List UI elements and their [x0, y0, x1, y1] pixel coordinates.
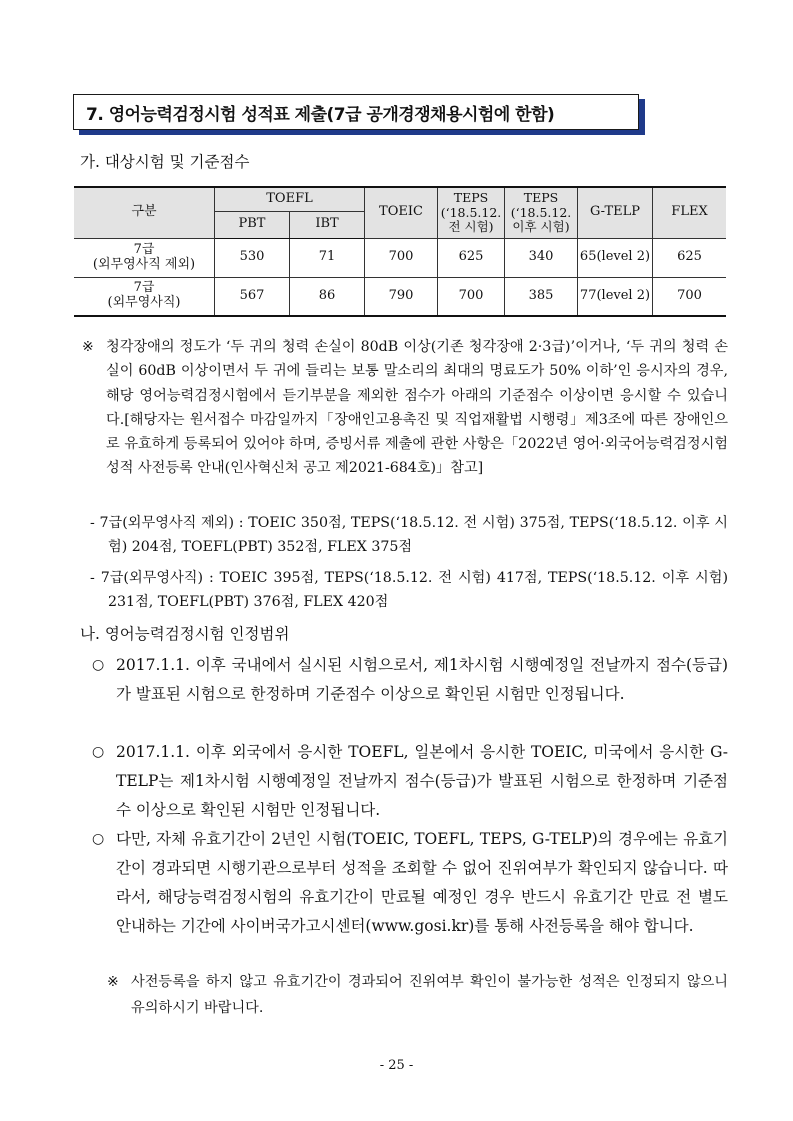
row-label [74, 277, 215, 316]
cell-toeic: 790 [365, 277, 438, 316]
table-row [74, 238, 726, 277]
header-flex: FLEX [653, 187, 727, 238]
table-row [74, 277, 726, 316]
row-label-line2: (외무영사직) [107, 295, 181, 311]
cell-pbt: 567 [215, 277, 290, 316]
header-teps-before-line1: TEPS [453, 190, 489, 206]
header-teps-before-line3: 전 시험) [448, 218, 494, 234]
cell-teps-after: 340 [505, 238, 578, 277]
header-teps-after-line3: 이후 시험) [512, 218, 570, 234]
bullet-circle: ○ [92, 744, 105, 760]
list-item [92, 738, 728, 825]
cell-teps-before: 625 [438, 238, 505, 277]
row-label-line1: 7급 [133, 241, 155, 257]
header-gubun: 구분 [74, 187, 215, 238]
note-body: 청각장애의 정도가 ‘두 귀의 청력 손실이 80dB 이상(기존 청각장애 2·3급)’이거나, ‘두 귀의 청력 손실이 60dB 이상이면서 두 귀에 들리는 보통 말소리의 최대의 명료도가 50% 이하’인 응시자의 경우, 해당 영어능력검정시험에서 듣기부분을 제외한 점수가 아래의 기준점수 이상이면 응시할 수 있습니다.[해당자는 원서접수 마감일까지「장애인고용촉진 및 직업재활법 시행령」제3조에 따른 장애인으로 유효하게 등록되어 있어야 하며, 증빙서류 제출에 관한 사항은「2022년 영어·외국어능력검정시험 성적 사전등록 안내(인사혁신처 공고 제2021-684호)」참고] [106, 339, 728, 477]
cell-ibt: 71 [290, 238, 365, 277]
header-teps-before [438, 187, 505, 238]
criteria-item-text: - 7급(외무영사직) : TOEIC 395점, TEPS(‘18.5.12. 전 시험) 417점, TEPS(‘18.5.12. 이후 시험) 231점, TOEFL(PBT) 376점, FLEX 420점 [90, 570, 728, 611]
criteria-item-text: - 7급(외무영사직 제외) : TOEIC 350점, TEPS(‘18.5.12. 전 시험) 375점, TEPS(‘18.5.12. 이후 시험) 204점, TOEFL(PBT) 352점, FLEX 375점 [90, 515, 728, 556]
cell-ibt: 86 [290, 277, 365, 316]
bullet-circle: ○ [92, 657, 105, 673]
header-teps-after-line1: TEPS [523, 190, 559, 206]
hearing-impairment-note [82, 335, 728, 481]
page-number: - 25 - [379, 1058, 414, 1073]
header-toeic: TOEIC [365, 187, 438, 238]
list-item-text: 2017.1.1. 이후 외국에서 응시한 TOEFL, 일본에서 응시한 TOEIC, 미국에서 응시한 G-TELP는 제1차시험 시행예정일 전날까지 점수(등급)가 발표된 시험으로 한정하며 기준점수 이상으로 확인된 시험만 인정됩니다. [116, 743, 728, 819]
criteria-item [90, 566, 728, 615]
cell-flex: 625 [653, 238, 727, 277]
note-mark: ※ [82, 339, 94, 355]
header-ibt: IBT [290, 211, 365, 238]
cell-gtelp: 77(level 2) [578, 277, 653, 316]
list-item-text: 다만, 자체 유효기간이 2년인 시험(TOEIC, TOEFL, TEPS, G-TELP)의 경우에는 유효기간이 경과되면 시행기관으로부터 성적을 조회할 수 없어 진위여부가 확인되지 않습니다. 따라서, 해당능력검정시험의 유효기간이 만료될 예정인 경우 반드시 유효기간 만료 전 별도 안내하는 기간에 사이버국가고시센터(www.gosi.kr)를 통해 사전등록을 해야 합니다. [116, 830, 728, 935]
cell-teps-before: 700 [438, 277, 505, 316]
score-table [74, 186, 726, 317]
row-label [74, 238, 215, 277]
cell-flex: 700 [653, 277, 727, 316]
header-teps-after-line2: (‘18.5.12. [510, 204, 572, 220]
header-teps-after [505, 187, 578, 238]
cell-pbt: 530 [215, 238, 290, 277]
header-teps-before-line2: (‘18.5.12. [440, 204, 502, 220]
cell-teps-after: 385 [505, 277, 578, 316]
cell-gtelp: 65(level 2) [578, 238, 653, 277]
bullet-circle: ○ [92, 831, 105, 847]
header-toefl: TOEFL [215, 187, 365, 211]
preregistration-note [107, 969, 728, 1021]
list-item [92, 825, 728, 941]
cell-toeic: 700 [365, 238, 438, 277]
list-item-text: 2017.1.1. 이후 국내에서 실시된 시험으로서, 제1차시험 시행예정일 전날까지 점수(등급)가 발표된 시험으로 한정하며 기준점수 이상으로 확인된 시험만 인정됩니다. [116, 656, 728, 703]
criteria-item [90, 511, 728, 560]
row-label-line1: 7급 [133, 280, 155, 296]
row-label-line2: (외무영사직 제외) [92, 256, 196, 272]
subsection-a-heading: 가. 대상시험 및 기준점수 [80, 153, 250, 171]
subnote-body: 사전등록을 하지 않고 유효기간이 경과되어 진위여부 확인이 불가능한 성적은 인정되지 않으니 유의하시기 바랍니다. [131, 974, 728, 1016]
subsection-b-heading: 나. 영어능력검정시험 인정범위 [80, 625, 290, 643]
list-item [92, 651, 728, 709]
section-title: 7. 영어능력검정시험 성적표 제출(7급 공개경쟁채용시험에 한함) [86, 104, 555, 125]
subnote-mark: ※ [107, 974, 119, 990]
header-gtelp: G-TELP [578, 187, 653, 238]
section-title-box [73, 94, 639, 130]
header-pbt: PBT [215, 211, 290, 238]
